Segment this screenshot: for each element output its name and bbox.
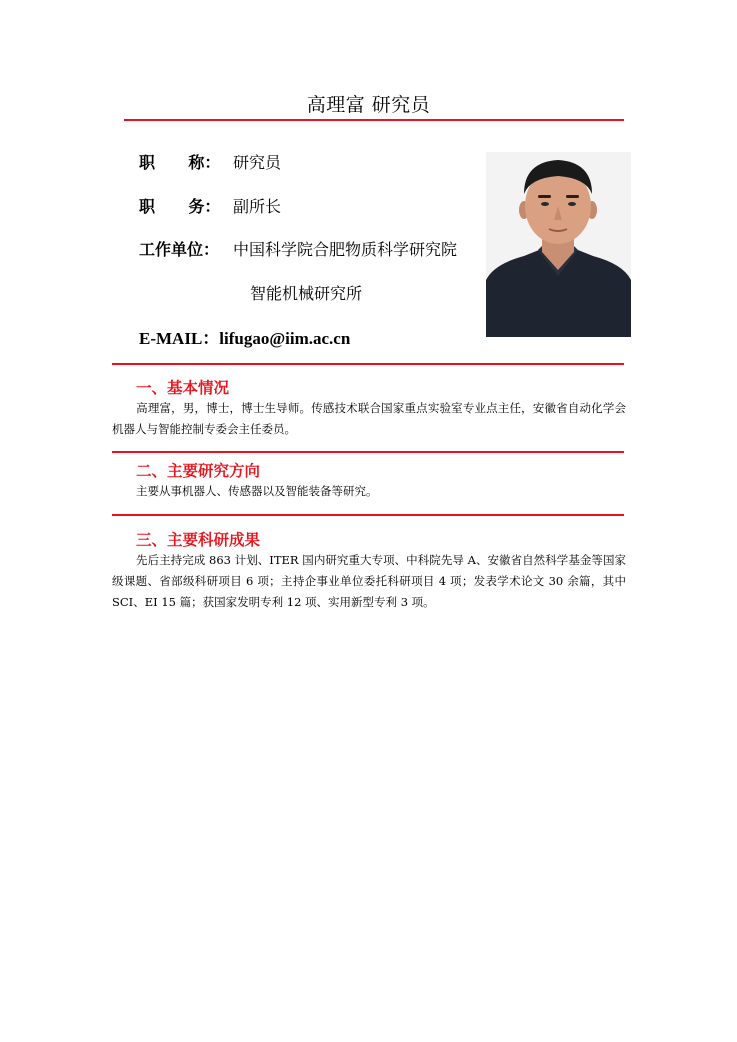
section-heading-basic: 一、基本情况 [136, 379, 230, 397]
section-text-research [112, 481, 626, 502]
section-text-achievements [112, 550, 626, 613]
section-divider-2 [112, 514, 624, 516]
section-text-achievements-body: 先后主持完成 863 计划、ITER 国内研究重大专项、中科院先导 A、安徽省自然科学基金等国家级课题、省部级科研项目 6 项；主持企事业单位委托科研项目 4 项；发表学术论文 30 余篇，其中 SCI、EI 15 篇；获国家发明专利 12 项、实用新型专利 3 项。 [112, 553, 626, 609]
title-label: 职 称： [139, 153, 221, 172]
email-value: lifugao@iim.ac.cn [219, 329, 351, 348]
portrait-photo [486, 152, 631, 337]
unit-label: 工作单位： [139, 240, 220, 259]
title-value: 研究员 [233, 153, 282, 172]
section-divider-1 [112, 451, 624, 453]
email-label: E-MAIL： [139, 329, 220, 348]
unit-value-line2: 智能机械研究所 [250, 284, 363, 303]
duty-label: 职 务： [139, 197, 221, 216]
duty-value: 副所长 [233, 197, 282, 216]
person-portrait-icon [486, 152, 631, 337]
section-text-basic [112, 398, 626, 440]
section-text-basic-body: 高理富，男，博士，博士生导师。传感技术联合国家重点实验室专业点主任，安徽省自动化学会机器人与智能控制专委会主任委员。 [112, 401, 626, 436]
section-heading-research: 二、主要研究方向 [136, 462, 261, 480]
title-divider [124, 119, 624, 121]
email-line [139, 324, 350, 349]
unit-value-line1: 中国科学院合肥物质科学研究院 [233, 240, 458, 259]
profile-divider [112, 363, 624, 365]
section-text-research-body: 主要从事机器人、传感器以及智能装备等研究。 [136, 484, 378, 498]
page-title: 高理富 研究员 [306, 94, 431, 116]
section-heading-achievements: 三、主要科研成果 [136, 531, 261, 549]
